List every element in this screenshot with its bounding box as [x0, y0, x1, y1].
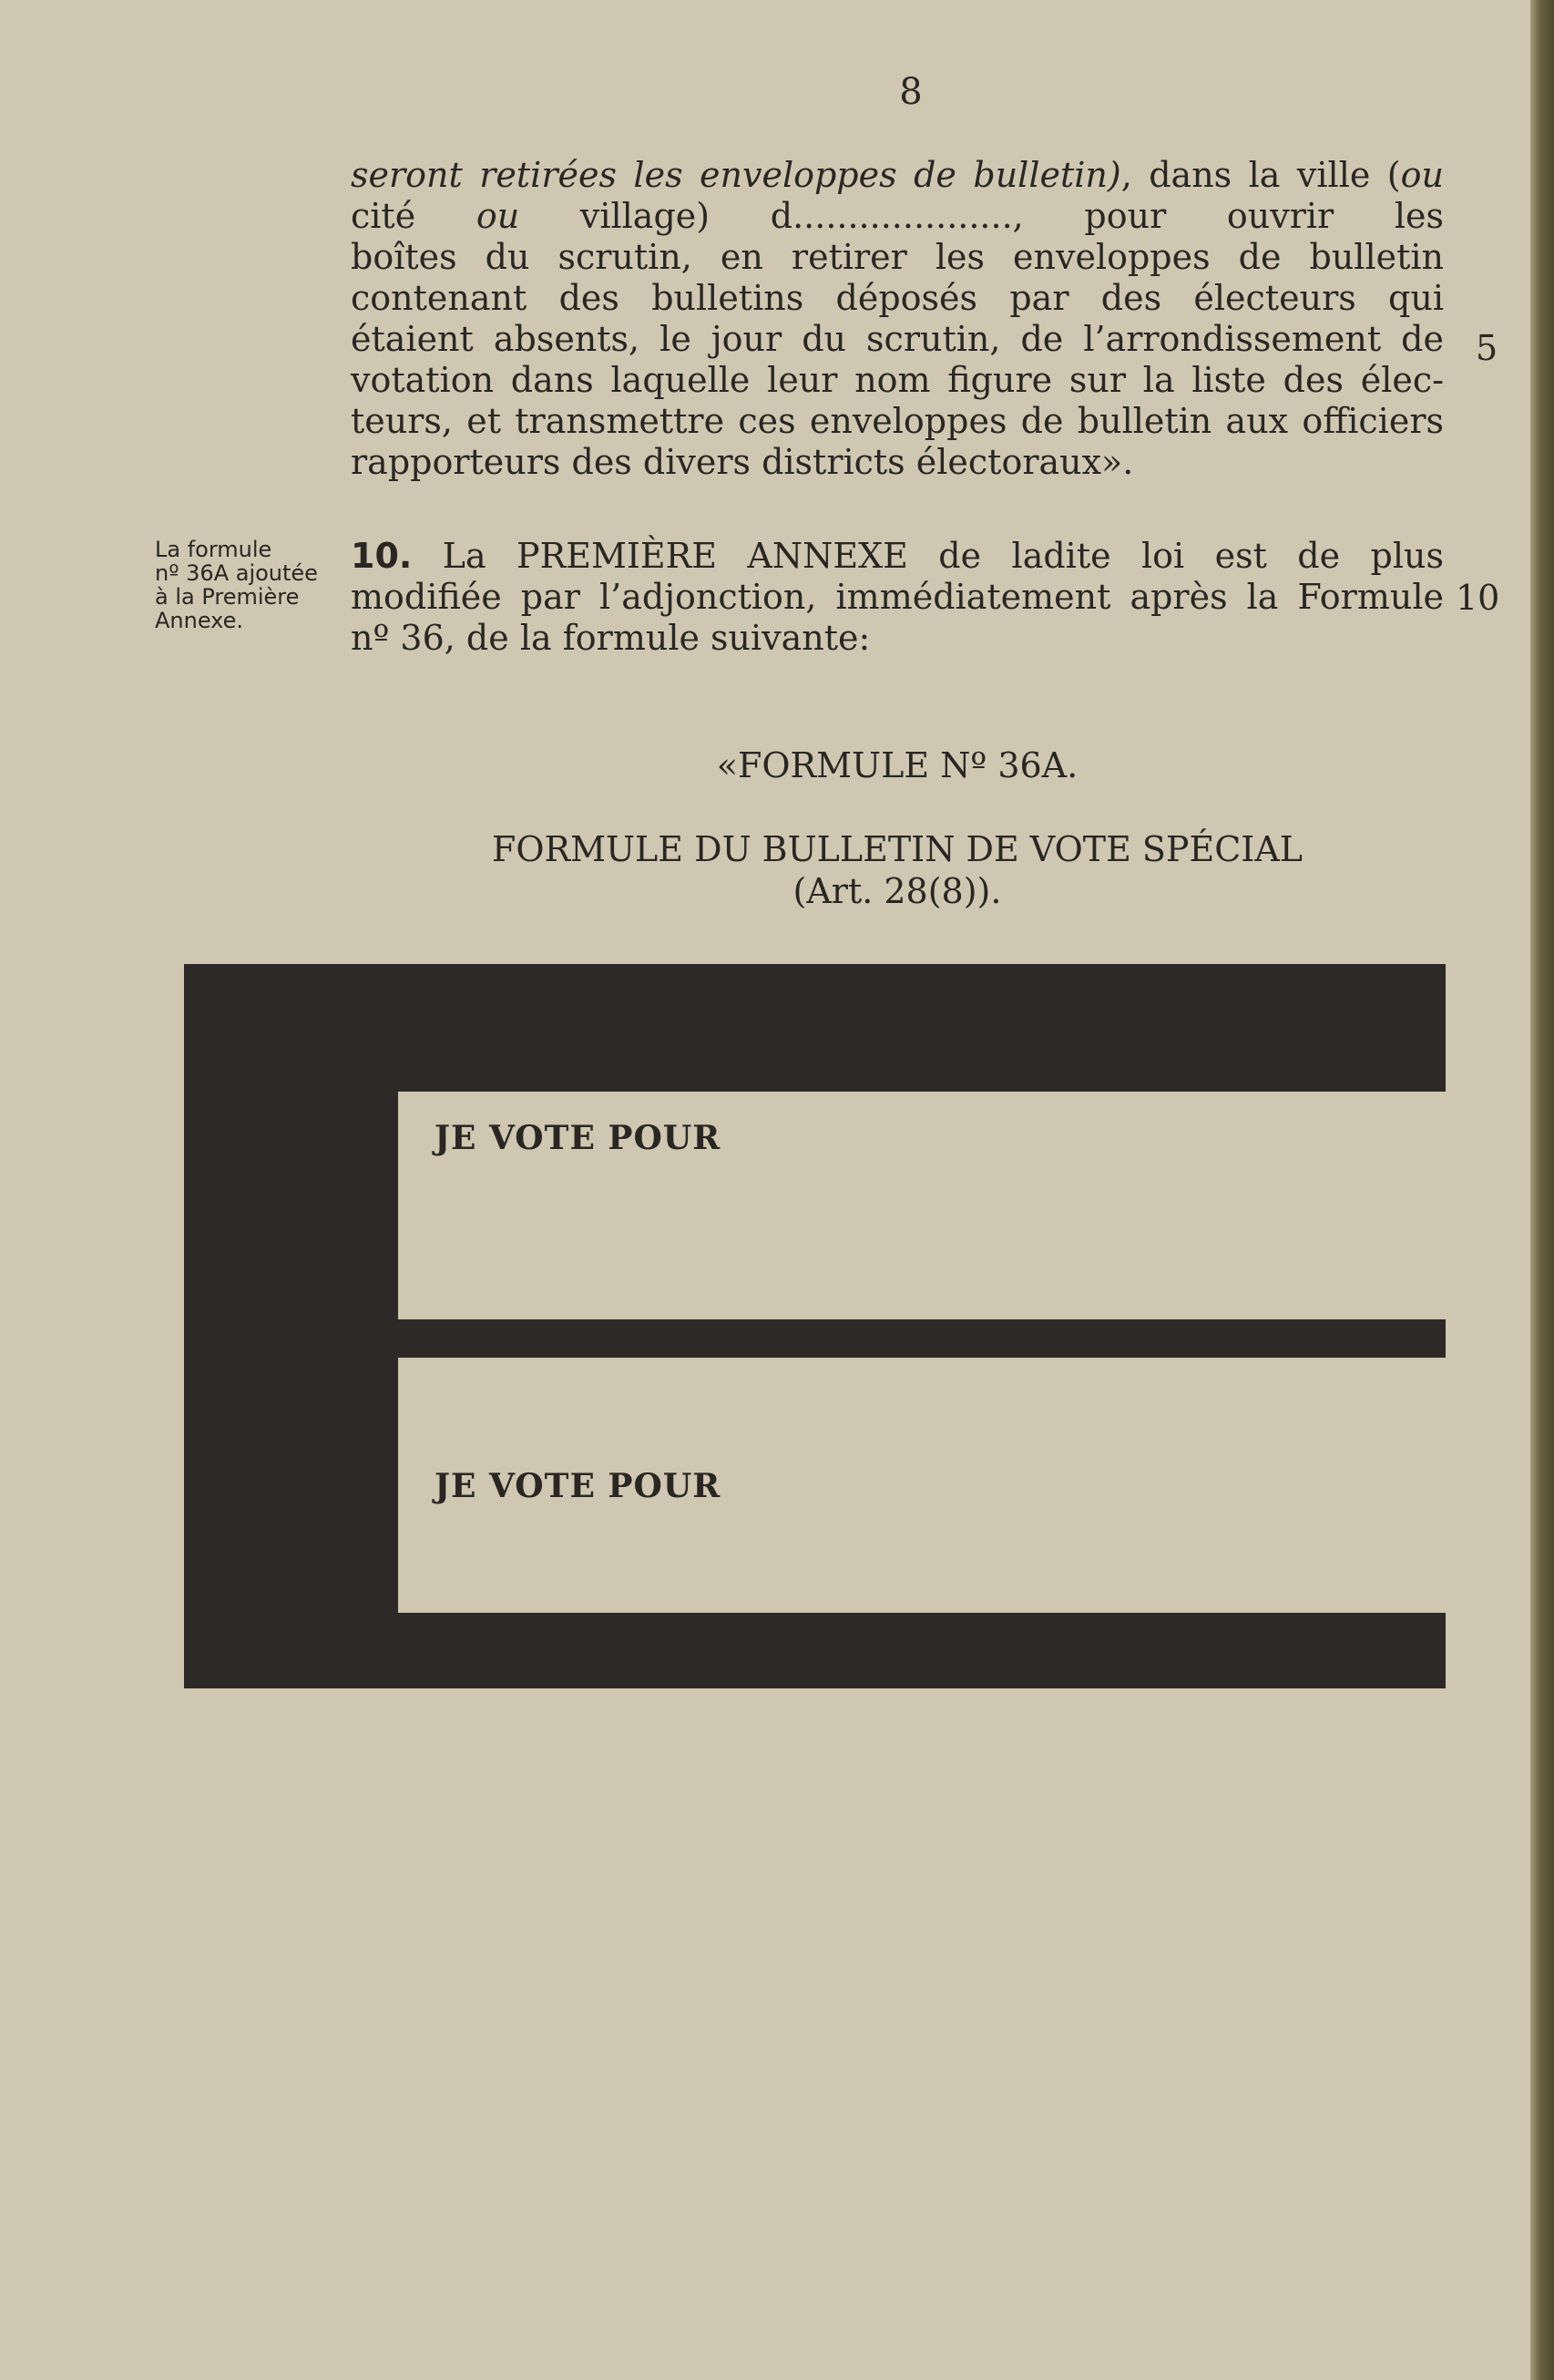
text-line-7: teurs, et transmettre ces enveloppes de bulletin aux officiers: [351, 401, 1444, 441]
paragraph-continuation: [351, 155, 1444, 483]
special-ballot-form: [184, 964, 1446, 1688]
ballot-slot-label: JE VOTE POUR: [435, 1467, 721, 1505]
line-number-5: 5: [1476, 328, 1498, 368]
page-number: 8: [899, 71, 923, 113]
line-number-10: 10: [1456, 578, 1500, 618]
section-10: [351, 536, 1444, 659]
form-title: FORMULE DU BULLETIN DE VOTE SPÉCIAL: [491, 829, 1303, 869]
text-line-6: votation dans laquelle leur nom figure sur la liste des élec-: [351, 360, 1444, 400]
section-line-3: nº 36, de la formule suivante:: [351, 618, 871, 658]
ballot-slot-label: JE VOTE POUR: [435, 1119, 721, 1157]
margin-note-line: nº 36A ajoutée: [155, 560, 318, 586]
ballot-slot-1: [398, 1092, 1446, 1319]
margin-note-line: Annexe.: [155, 608, 244, 633]
text-line-4: contenant des bulletins déposés par des électeurs qui: [351, 278, 1444, 318]
text-line-8: rapporteurs des divers districts électoraux».: [351, 442, 1134, 482]
margin-note-line: à la Première: [155, 584, 300, 610]
form-subtitle: (Art. 28(8)).: [792, 871, 1002, 911]
section-line-1: 10. La PREMIÈRE ANNEXE de ladite loi est de plus: [351, 536, 1444, 576]
margin-note: [155, 538, 337, 632]
section-line-2: modifiée par l’adjonction, immédiatement après la Formule: [351, 577, 1444, 617]
form-heading: «FORMULE Nº 36A.: [716, 745, 1079, 785]
text-line-2: cité ou village) d...................., pour ouvrir les: [351, 196, 1444, 236]
text-line-3: boîtes du scrutin, en retirer les enveloppes de bulletin: [351, 237, 1444, 277]
text-line-1: seront retirées les enveloppes de bulletin), dans la ville (ou: [351, 155, 1444, 195]
section-number: 10.: [351, 536, 413, 576]
text-line-5: étaient absents, le jour du scrutin, de l’arrondissement de: [351, 319, 1444, 359]
page-binding-edge: [1530, 0, 1554, 2380]
margin-note-line: La formule: [155, 537, 272, 562]
ballot-slot-2: [398, 1358, 1446, 1613]
